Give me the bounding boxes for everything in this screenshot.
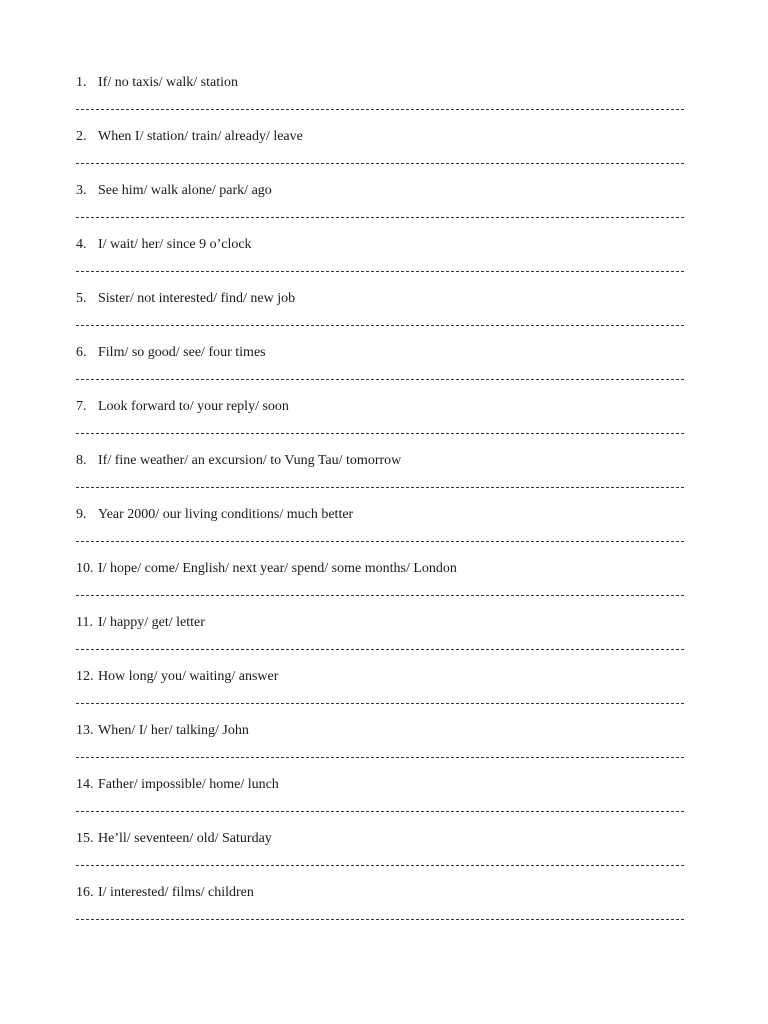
exercise-item (76, 236, 684, 290)
answer-line (76, 433, 684, 434)
exercise-item (76, 722, 684, 776)
exercise-text: See him/ walk alone/ park/ ago (98, 183, 272, 198)
exercise-prompt (76, 182, 272, 200)
exercise-number: 5. (76, 291, 87, 306)
exercise-item (76, 830, 684, 884)
exercise-number: 15. (76, 831, 94, 846)
exercise-item (76, 452, 684, 506)
answer-line (76, 271, 684, 272)
exercise-item (76, 506, 684, 560)
exercise-item (76, 182, 684, 236)
exercise-number: 7. (76, 399, 87, 414)
exercise-text: Year 2000/ our living conditions/ much better (98, 507, 354, 522)
exercise-text: I/ wait/ her/ since 9 o’clock (98, 237, 252, 252)
exercise-number: 8. (76, 453, 87, 468)
answer-line (76, 703, 684, 704)
exercise-prompt (76, 290, 295, 308)
exercise-text: How long/ you/ waiting/ answer (98, 669, 279, 684)
answer-line (76, 811, 684, 812)
exercise-text: When/ I/ her/ talking/ John (98, 723, 249, 738)
exercise-item (76, 884, 684, 938)
exercise-prompt (76, 614, 205, 632)
exercise-number: 4. (76, 237, 87, 252)
exercise-prompt (76, 506, 353, 524)
exercise-item (76, 614, 684, 668)
exercise-text: I/ happy/ get/ letter (98, 615, 205, 630)
answer-line (76, 649, 684, 650)
exercise-text: I/ hope/ come/ English/ next year/ spend/ some months/ London (98, 561, 457, 576)
exercise-number: 2. (76, 129, 87, 144)
exercise-prompt (76, 830, 272, 848)
answer-line (76, 919, 684, 920)
exercise-text: Film/ so good/ see/ four times (98, 345, 266, 360)
exercise-prompt (76, 452, 401, 470)
exercise-item (76, 776, 684, 830)
answer-line (76, 595, 684, 596)
exercise-item (76, 128, 684, 182)
exercise-prompt (76, 236, 252, 254)
exercise-text: When I/ station/ train/ already/ leave (98, 129, 303, 144)
exercise-item (76, 398, 684, 452)
exercise-text: I/ interested/ films/ children (98, 885, 254, 900)
exercise-number: 12. (76, 669, 94, 684)
answer-line (76, 757, 684, 758)
exercise-prompt (76, 398, 289, 416)
exercise-number: 13. (76, 723, 94, 738)
exercise-number: 16. (76, 885, 94, 900)
exercise-number: 10. (76, 561, 94, 576)
answer-line (76, 109, 684, 110)
answer-line (76, 487, 684, 488)
exercise-text: If/ fine weather/ an excursion/ to Vung Tau/ tomorrow (98, 453, 402, 468)
exercise-text: He’ll/ seventeen/ old/ Saturday (98, 831, 272, 846)
answer-line (76, 325, 684, 326)
answer-line (76, 163, 684, 164)
answer-line (76, 379, 684, 380)
answer-line (76, 541, 684, 542)
exercise-item (76, 290, 684, 344)
exercise-prompt (76, 74, 238, 92)
exercise-prompt (76, 668, 278, 686)
exercise-number: 14. (76, 777, 94, 792)
exercise-prompt (76, 884, 254, 902)
answer-line (76, 217, 684, 218)
exercise-item (76, 560, 684, 614)
exercise-prompt (76, 344, 266, 362)
exercise-prompt (76, 560, 457, 578)
exercise-text: Sister/ not interested/ find/ new job (98, 291, 296, 306)
exercise-prompt (76, 128, 303, 146)
exercise-item (76, 344, 684, 398)
exercise-number: 11. (76, 615, 93, 630)
exercise-prompt (76, 722, 249, 740)
answer-line (76, 865, 684, 866)
exercise-text: Look forward to/ your reply/ soon (98, 399, 289, 414)
exercise-text: Father/ impossible/ home/ lunch (98, 777, 279, 792)
exercise-number: 9. (76, 507, 87, 522)
exercise-number: 3. (76, 183, 87, 198)
exercise-number: 6. (76, 345, 87, 360)
exercise-prompt (76, 776, 279, 794)
exercise-number: 1. (76, 75, 87, 90)
exercise-item (76, 74, 684, 128)
exercise-item (76, 668, 684, 722)
exercise-text: If/ no taxis/ walk/ station (98, 75, 238, 90)
